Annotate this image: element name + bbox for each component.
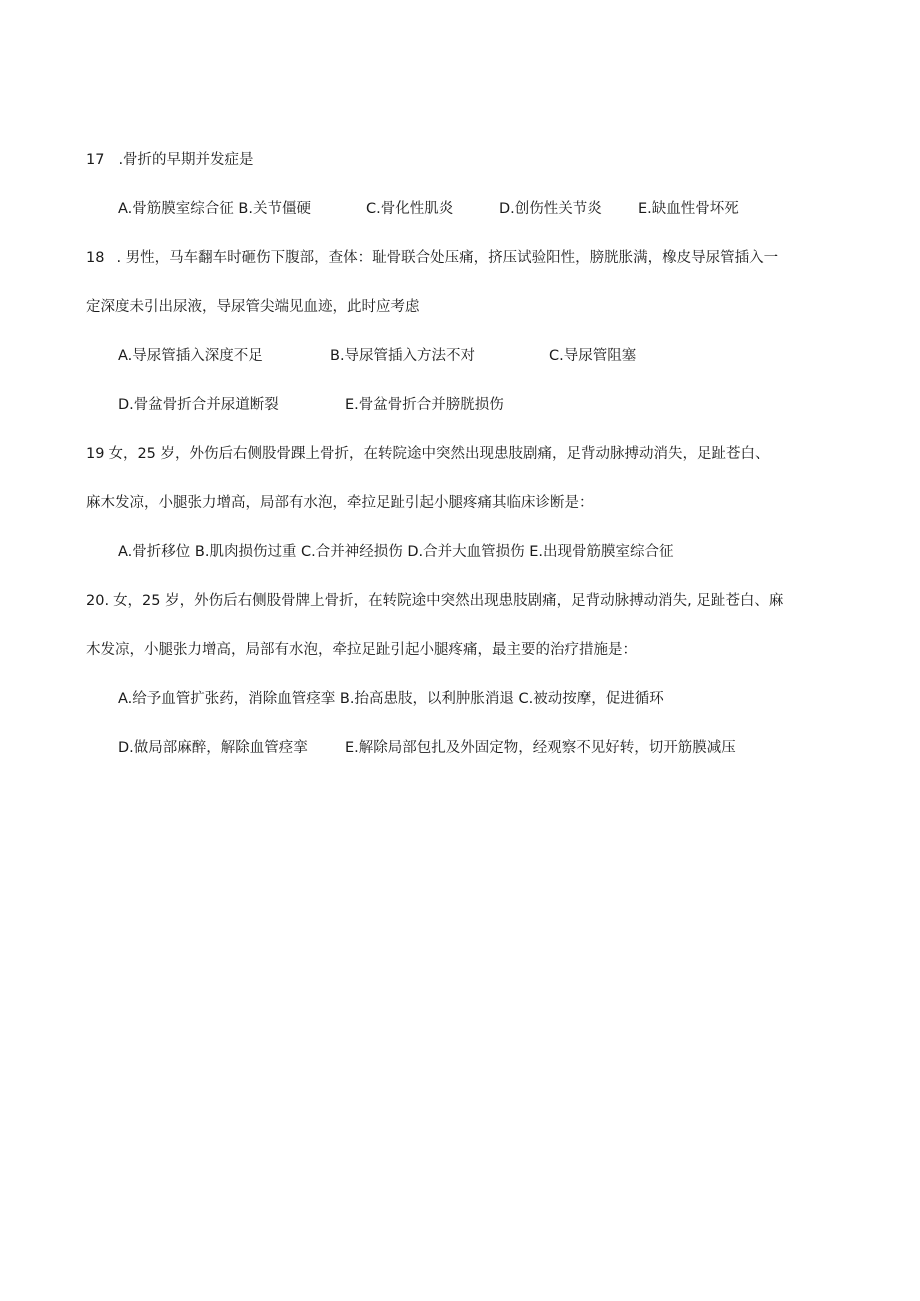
option-segment: C.导尿管阻塞: [549, 348, 637, 364]
question-stem-text: 定深度未引出尿液，导尿管尖端见血迹，此时应考虑: [86, 299, 420, 315]
question-19-stem-line-1: [86, 444, 770, 464]
question-number: 20.: [86, 593, 110, 609]
question-stem-text: 女，25 岁，外伤后右侧股骨牌上骨折，在转院途中突然出现患肢剧痛，足背动脉搏动消失, 足趾苍白、麻: [113, 593, 784, 609]
option-segment: B.导尿管插入方法不对: [330, 348, 476, 364]
option-segment: A.给予血管扩张药，消除血管痉挛 B.抬高患肢，以利肿胀消退 C.被动按摩，促进循环: [118, 691, 664, 707]
question-stem-text: 麻木发凉，小腿张力增高，局部有水泡，牵拉足趾引起小腿疼痛其临床诊断是：: [86, 495, 594, 511]
question-20-stem-line-1: [86, 591, 783, 611]
question-number: 18: [86, 250, 105, 266]
question-17-stem-line-1: [86, 150, 254, 170]
question-number: 17: [86, 152, 105, 168]
option-segment: D.创伤性关节炎: [499, 201, 602, 217]
option-segment: A.骨筋膜室综合征 B.关节僵硬: [118, 201, 311, 217]
option-segment: E.缺血性骨坏死: [638, 201, 739, 217]
option-segment: D.做局部麻醉，解除血管痉挛: [118, 740, 308, 756]
question-number: 19: [86, 446, 105, 462]
option-segment: E.骨盆骨折合并膀胱损伤: [345, 397, 504, 413]
option-segment: A.骨折移位 B.肌肉损伤过重 C.合并神经损伤 D.合并大血管损伤 E.出现骨筋膜室综合征: [118, 544, 674, 560]
option-segment: A.导尿管插入深度不足: [118, 348, 263, 364]
question-stem-text: . 男性，马车翻车时砸伤下腹部，查体：耻骨联合处压痛，挤压试验阳性，膀胱胀满，橡皮导尿管插入一: [116, 250, 779, 266]
question-stem-text: 木发凉，小腿张力增高，局部有水泡，牵拉足趾引起小腿疼痛，最主要的治疗措施是：: [86, 642, 637, 658]
question-stem-text: 女，25 岁，外伤后右侧股骨踝上骨折，在转院途中突然出现患肢剧痛，足背动脉搏动消失，足趾苍白、: [108, 446, 770, 462]
question-18-stem-line-1: [86, 248, 778, 268]
question-20-stem-line-2: [86, 640, 637, 660]
option-segment: C.骨化性肌炎: [366, 201, 454, 217]
question-19-stem-line-2: [86, 493, 594, 513]
option-segment: E.解除局部包扎及外固定物，经观察不见好转，切开筋膜减压: [345, 740, 736, 756]
option-segment: D.骨盆骨折合并尿道断裂: [118, 397, 279, 413]
question-18-stem-line-2: [86, 297, 420, 317]
question-stem-text: .骨折的早期并发症是: [118, 152, 254, 168]
